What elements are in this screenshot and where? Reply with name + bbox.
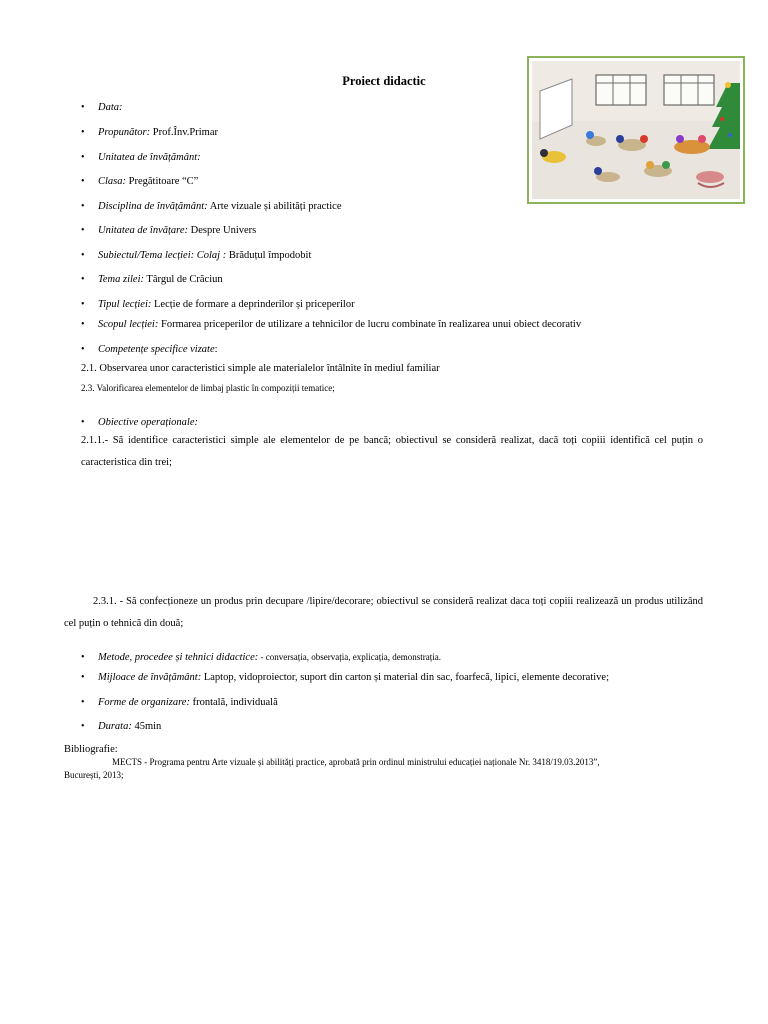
bullet-icon: • bbox=[81, 176, 85, 187]
bullet-icon: • bbox=[81, 250, 85, 261]
bullet-icon: • bbox=[81, 299, 85, 310]
bibliography-heading: Bibliografie: bbox=[64, 744, 118, 755]
competenta-2-1: 2.1. Observarea unor caracteristici simple ale materialelor întâlnite în mediul familiar bbox=[81, 363, 440, 374]
bullet-icon: • bbox=[81, 417, 85, 428]
bibliography-entry-continued: București, 2013; bbox=[64, 770, 124, 780]
bullet-icon: • bbox=[81, 344, 85, 355]
bullet-icon: • bbox=[81, 152, 85, 163]
competenta-2-3: 2.3. Valorificarea elementelor de limbaj plastic în compoziții tematice; bbox=[81, 383, 335, 393]
classroom-drawing-icon bbox=[532, 61, 740, 199]
bullet-icon: • bbox=[81, 201, 85, 212]
document-page: Proiect didactic • Data: • Propunător: Prof.Înv.Primar • Unitatea de învățământ: • Clasa: Pregătitoare “C” • Disciplina de învățământ: Arte vizuale și abilități practice • Unitatea de învățare: Despre Univers • Subiectul/Tema lecției: Colaj : Brăduțul împodobit • Tema zilei: Târgul de Crăciun • Tipul lecției: Lecție de formare a deprinderilor și priceperilor • Scopul lecției: Formarea priceperilor de utilizare a tehnicilor de lucru combinate în realizarea unui obiect decorativ • Competențe specifice vizate: 2.1. Observarea unor caracteristici simple ale materialelor întâlnite în mediul familiar 2.3. Valorificarea elementelor de limbaj plastic în compoziții tematice; • Obiective operaționale: 2.1.1.- Să identifice caracteristici simple ale elementelor de pe bancă; obiectivul se consideră realizat, dacă toți copiii identifică cel puțin o caracteristica din trei; 2.3.1. - Să confecționeze un produs prin decupare /lipire/decorare; obiectivul se consideră realizat daca toți copiii realizează un produs utilizând cel puțin o tehnică din două; • Metode, procedee și tehnici didactice: - conversația, observația, explicația, demonstrația. • Mijloace de învățământ: Laptop, vidoproiector, suport din carton și material din sac, foarfecă, lipici, elemente decorative; • Forme de organizare: frontală, individuală • Durata: 45min Bibliografie: MECTS - Programa pentru Arte vizuale și abilități practice, aprobată prin ordinul ministrului educației naționale Nr. 3418/19.03.2013”, București, 2013; bbox=[0, 0, 768, 1024]
obiectiv-2-3-1: 2.3.1. - Să confecționeze un produs prin decupare /lipire/decorare; obiectivul se consideră realizat daca toți copiii realizează un produs utilizând cel puțin o tehnică din două; bbox=[64, 596, 703, 629]
bullet-icon: • bbox=[81, 697, 85, 708]
bullet-icon: • bbox=[81, 721, 85, 732]
bullet-icon: • bbox=[81, 274, 85, 285]
bullet-icon: • bbox=[81, 319, 85, 330]
bibliography-entry: MECTS - Programa pentru Arte vizuale și abilități practice, aprobată prin ordinul ministrului educației naționale Nr. 3418/19.03.2013”, bbox=[112, 757, 600, 767]
bullet-icon: • bbox=[81, 127, 85, 138]
bullet-icon: • bbox=[81, 102, 85, 113]
page-title: Proiect didactic bbox=[342, 74, 426, 88]
bullet-icon: • bbox=[81, 672, 85, 683]
bullet-icon: • bbox=[81, 652, 85, 663]
bullet-icon: • bbox=[81, 225, 85, 236]
obiectiv-2-1-1: 2.1.1.- Să identifice caracteristici simple ale elementelor de pe bancă; obiectivul se consideră realizat, dacă toți copiii identifică cel puțin o caracteristica din trei; bbox=[81, 435, 703, 468]
classroom-drawing-image bbox=[527, 56, 745, 204]
